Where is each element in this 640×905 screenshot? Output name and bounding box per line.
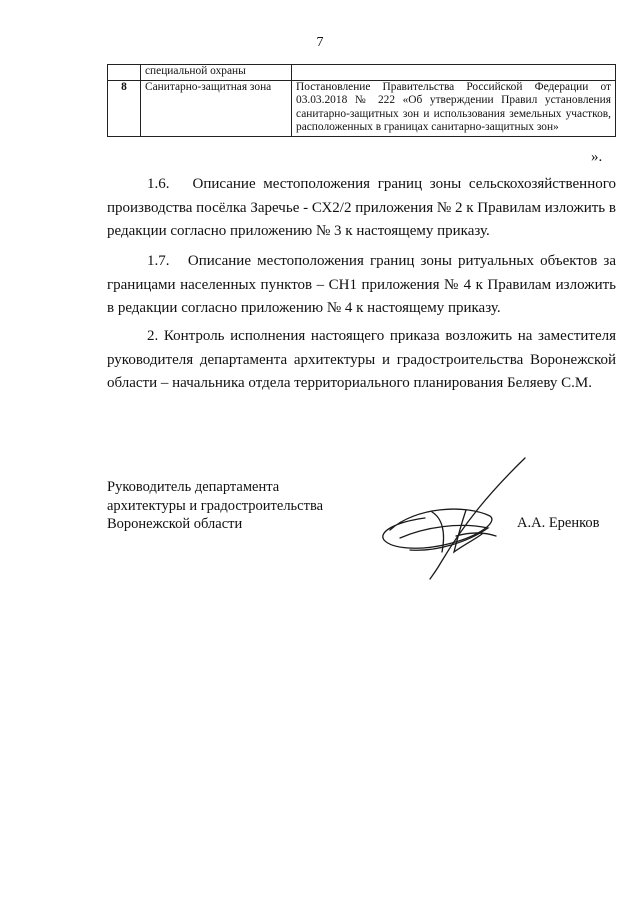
- closing-quote: ».: [591, 149, 603, 165]
- zones-table: [107, 64, 616, 137]
- zone-name-cell: Санитарно-защитная зона: [141, 80, 292, 136]
- position-line: Руководитель департамента: [107, 479, 280, 495]
- signatory-name: А.А. Еренков: [517, 515, 600, 531]
- table-row: [108, 80, 616, 136]
- paragraph-1-6: [107, 173, 616, 244]
- basis-cell: [292, 65, 616, 81]
- handwritten-signature: [370, 452, 540, 582]
- zone-name-cell: специальной охраны: [141, 65, 292, 81]
- paragraph-text: Описание местоположения границ зоны ритуальных объектов за границами населенных пунктов – СН1 приложения № 4 к Правилам изложить в редакции согласно приложению № 4 к настоящему приказу.: [107, 253, 616, 316]
- page-number: 7: [316, 35, 324, 50]
- table-row: [108, 65, 616, 81]
- paragraph-number: 2.: [147, 328, 159, 344]
- paragraph-2: [107, 325, 616, 396]
- signatory-position: [107, 478, 323, 534]
- paragraph-text: Описание местоположения границ зоны сельскохозяйственного производства посёлка Заречье - СХ2/2 приложения № 2 к Правилам изложить в редакции согласно приложению № 3 к настоящему приказу.: [107, 176, 616, 239]
- row-number-cell: 8: [108, 80, 141, 136]
- position-line: архитектуры и градостроительства: [107, 497, 324, 514]
- paragraph-number: 1.7.: [147, 253, 170, 269]
- basis-cell: Постановление Правительства Российской Федерации от 03.03.2018 № 222 «Об утверждении Правил установления санитарно-защитных зон и использования земельных участков, расположенных в границах санитарно-защитных зон»: [292, 80, 616, 136]
- position-line: Воронежской области: [107, 516, 243, 532]
- paragraph-text: Контроль исполнения настоящего приказа возложить на заместителя руководителя департамента архитектуры и градостроительства Воронежской области – начальника отдела территориального планирования Беляеву С.М.: [107, 328, 616, 391]
- paragraph-1-7: [107, 250, 616, 321]
- paragraph-number: 1.6.: [147, 176, 170, 192]
- row-number-cell: [108, 65, 141, 81]
